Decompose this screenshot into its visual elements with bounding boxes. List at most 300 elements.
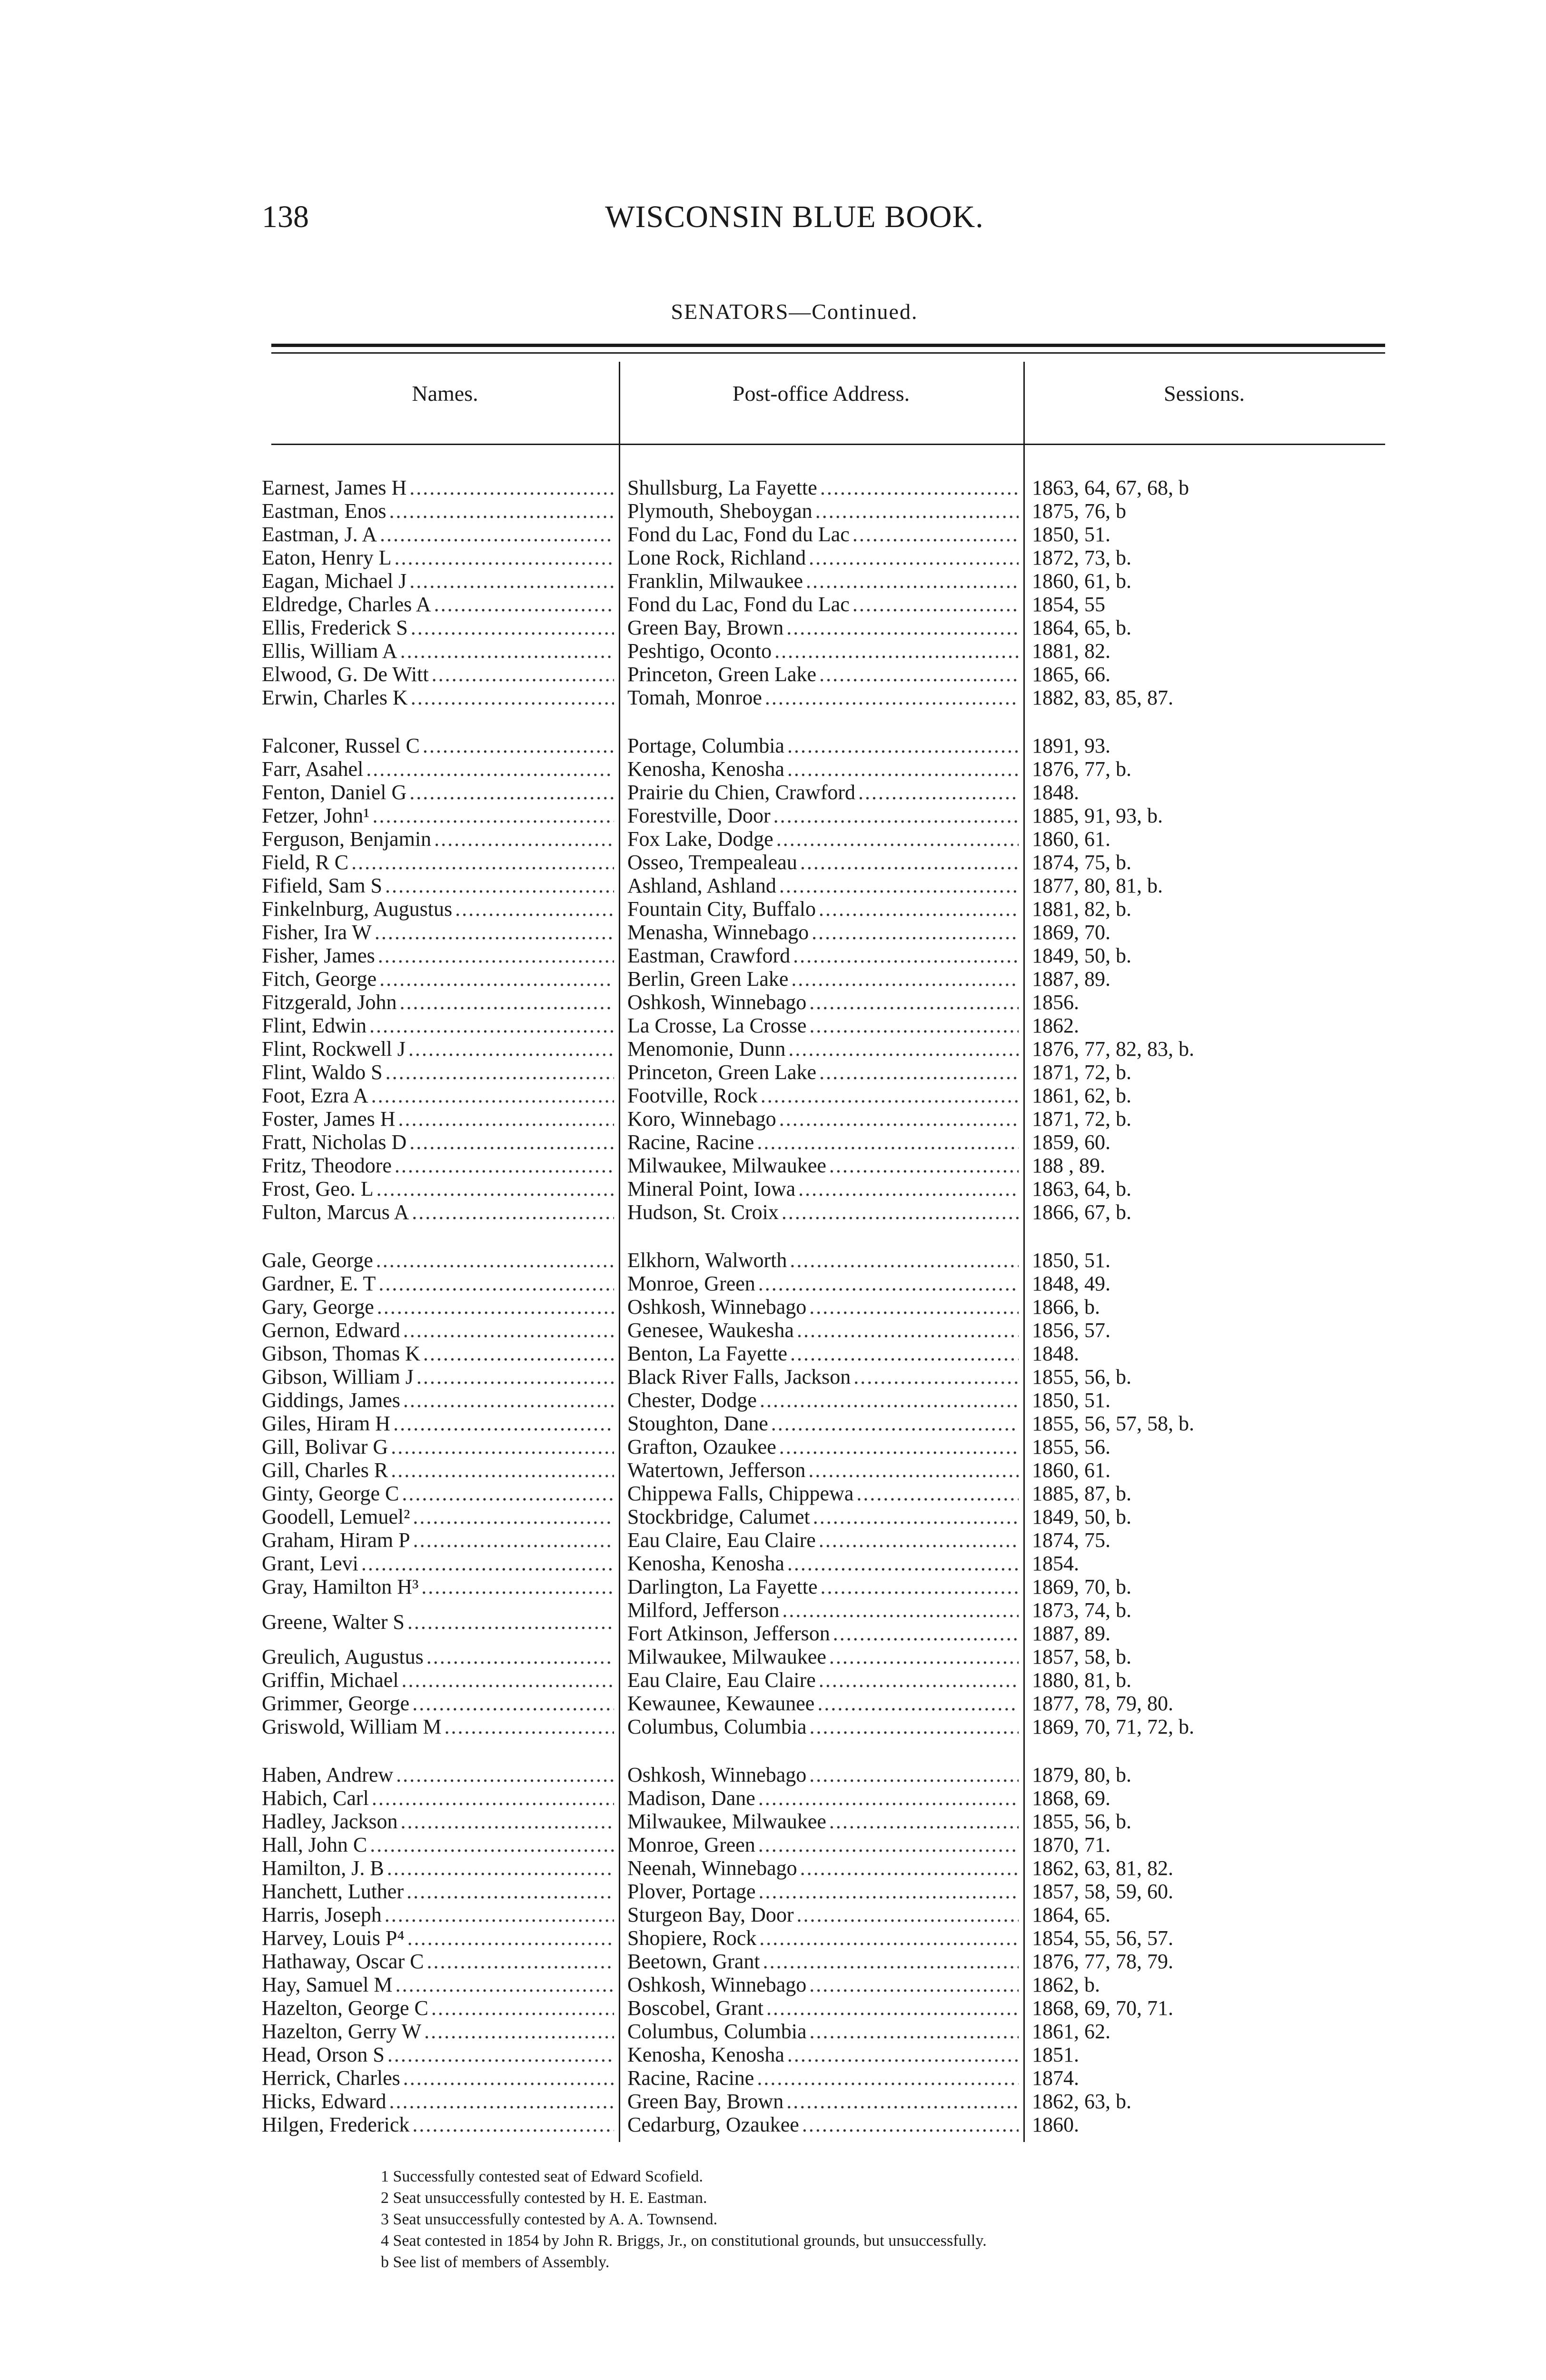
post-office-address [614, 1342, 1019, 1365]
senator-name-text: Giles, Hiram H [262, 1412, 391, 1435]
post-office-address [614, 851, 1019, 874]
post-office-address [614, 523, 1019, 546]
leader-dots [759, 1880, 1019, 1903]
post-office-address-text: Stockbridge, Calumet [627, 1505, 810, 1528]
post-office-address [614, 1435, 1019, 1458]
leader-dots [829, 1810, 1019, 1833]
sessions: 1881, 82, b. [1032, 897, 1131, 921]
leader-dots [389, 2090, 614, 2113]
leader-dots [813, 1505, 1019, 1528]
senator-name [262, 1856, 614, 1880]
senator-name-text: Gardner, E. T [262, 1272, 376, 1295]
post-office-address-text: Plymouth, Sheboygan [627, 499, 813, 523]
leader-dots [786, 2090, 1019, 2113]
post-office-address [614, 781, 1019, 804]
senator-name-text: Ginty, George C [262, 1482, 399, 1505]
post-office-address-text: Darlington, La Fayette [627, 1575, 818, 1598]
leader-dots [432, 663, 614, 686]
sessions: 1856, 57. [1032, 1319, 1110, 1342]
post-office-address [614, 1249, 1019, 1272]
senator-name-text: Eastman, J. A [262, 523, 377, 546]
post-office-address-text: Fort Atkinson, Jefferson [627, 1622, 830, 1645]
sessions: 1854, 55 [1032, 593, 1105, 616]
leader-dots [424, 2020, 614, 2043]
leader-dots [833, 1622, 1019, 1645]
senator-name-text: Hicks, Edward [262, 2090, 386, 2113]
leader-dots [375, 921, 614, 944]
post-office-address-text: Milwaukee, Milwaukee [627, 1645, 826, 1668]
senator-name [262, 2020, 614, 2043]
senator-name-text: Harvey, Louis P⁴ [262, 1926, 405, 1950]
senator-name [262, 827, 614, 851]
senator-name [262, 1295, 614, 1319]
senator-name-text: Gibson, William J [262, 1365, 414, 1388]
leader-dots [779, 1435, 1019, 1458]
sessions: 1871, 72, b. [1032, 1061, 1131, 1084]
senator-name [262, 686, 614, 709]
leader-dots [387, 1856, 614, 1880]
leader-dots [790, 1249, 1019, 1272]
leader-dots [407, 1610, 614, 1634]
footnote: 4 Seat contested in 1854 by John R. Briggs, Jr., on constitutional grounds, but unsuccessfully. [381, 2232, 987, 2250]
leader-dots [829, 1645, 1019, 1668]
leader-dots [771, 1412, 1019, 1435]
leader-dots [858, 781, 1019, 804]
post-office-address-text: Osseo, Trempealeau [627, 851, 797, 874]
leader-dots [377, 1177, 614, 1200]
post-office-address-text: Mineral Point, Iowa [627, 1177, 796, 1200]
leader-dots [758, 1786, 1019, 1810]
column-header-sessions: Sessions. [1164, 381, 1245, 406]
leader-dots [445, 1715, 614, 1738]
senator-name [262, 1084, 614, 1107]
senator-name-text: Eaton, Henry L [262, 546, 392, 569]
post-office-address [614, 546, 1019, 569]
table-row [262, 991, 1395, 1014]
table-row [262, 1833, 1395, 1856]
leader-dots [819, 1061, 1019, 1084]
table-row [262, 1458, 1395, 1482]
post-office-address-text: Kenosha, Kenosha [627, 2043, 784, 2066]
leader-dots [809, 1973, 1019, 1996]
post-office-address-text: Oshkosh, Winnebago [627, 991, 807, 1014]
senator-name-text: Gale, George [262, 1249, 373, 1272]
sessions [1019, 1598, 1395, 1645]
senator-name-text: Head, Orson S [262, 2043, 385, 2066]
footnote: b See list of members of Assembly. [381, 2253, 610, 2271]
post-office-address-text: Neenah, Winnebago [627, 1856, 797, 1880]
sessions: 1860, 61. [1032, 827, 1110, 851]
table-row [262, 827, 1395, 851]
senator-name-text: Ferguson, Benjamin [262, 827, 432, 851]
table-row [262, 1786, 1395, 1810]
post-office-address [614, 1763, 1019, 1786]
senator-name-text: Ellis, Frederick S [262, 616, 408, 639]
leader-dots [788, 1037, 1019, 1061]
leader-dots [423, 734, 614, 757]
leader-dots [412, 1692, 614, 1715]
senator-name-text: Fitch, George [262, 967, 377, 991]
sessions: 188 , 89. [1032, 1154, 1105, 1177]
table-row [262, 967, 1395, 991]
senator-name-text: Falconer, Russel C [262, 734, 420, 757]
leader-dots [829, 1154, 1019, 1177]
senator-name [262, 1342, 614, 1365]
senator-name [262, 1200, 614, 1224]
senator-name-text: Hazelton, George C [262, 1996, 428, 2020]
leader-dots [394, 546, 614, 569]
senator-name-text: Gernon, Edward [262, 1319, 400, 1342]
sessions: 1854, 55, 56, 57. [1032, 1926, 1173, 1950]
table-row [262, 499, 1395, 523]
post-office-address [614, 897, 1019, 921]
table-row [262, 874, 1395, 897]
leader-dots [776, 827, 1019, 851]
sessions: 1862, b. [1032, 1973, 1100, 1996]
post-office-address-text: Berlin, Green Lake [627, 967, 789, 991]
post-office-address [614, 1200, 1019, 1224]
senator-name [262, 781, 614, 804]
leader-dots [806, 569, 1019, 593]
leader-dots [782, 1598, 1019, 1622]
table-row [262, 1575, 1395, 1598]
post-office-address-text: La Crosse, La Crosse [627, 1014, 807, 1037]
senator-name [262, 1458, 614, 1482]
senator-name [262, 967, 614, 991]
post-office-address [614, 1880, 1019, 1903]
senator-name-text: Gray, Hamilton H³ [262, 1575, 419, 1598]
leader-dots [757, 1130, 1019, 1154]
post-office-address-text: Oshkosh, Winnebago [627, 1295, 807, 1319]
table-row [262, 944, 1395, 967]
post-office-address [614, 1482, 1019, 1505]
post-office-address-text: Milford, Jefferson [627, 1598, 780, 1622]
leader-dots [434, 593, 614, 616]
leader-dots [385, 874, 614, 897]
senator-name-text: Eastman, Enos [262, 499, 386, 523]
sessions: 1869, 70, b. [1032, 1575, 1131, 1598]
leader-dots [409, 569, 614, 593]
senator-name-text: Herrick, Charles [262, 2066, 400, 2090]
post-office-address [614, 1996, 1019, 2020]
post-office-address-text: Princeton, Green Lake [627, 1061, 817, 1084]
senator-name-text: Hanchett, Luther [262, 1880, 404, 1903]
post-office-address-text: Forestville, Door [627, 804, 771, 827]
senator-name-text: Grimmer, George [262, 1692, 410, 1715]
post-office-address [614, 1295, 1019, 1319]
post-office-address [614, 1810, 1019, 1833]
post-office-address [614, 1319, 1019, 1342]
senator-name-text: Harris, Joseph [262, 1903, 382, 1926]
senator-name-text: Fulton, Marcus A [262, 1200, 409, 1224]
sessions: 1876, 77, 82, 83, b. [1032, 1037, 1194, 1061]
leader-dots [787, 757, 1019, 781]
post-office-address-text: Madison, Dane [627, 1786, 755, 1810]
table-row [262, 1061, 1395, 1084]
post-office-address-text: Plover, Portage [627, 1880, 756, 1903]
leader-dots [402, 1482, 614, 1505]
post-office-address-text: Columbus, Columbia [627, 2020, 807, 2043]
senator-name [262, 1365, 614, 1388]
leader-dots [403, 1319, 614, 1342]
post-office-address-text: Racine, Racine [627, 1130, 754, 1154]
leader-dots [413, 1505, 614, 1528]
sessions: 1856. [1032, 991, 1079, 1014]
footnotes [381, 2166, 987, 2273]
senator-group [262, 476, 1395, 709]
sessions: 1874. [1032, 2066, 1079, 2090]
senator-name-text: Flint, Edwin [262, 1014, 367, 1037]
senator-name [262, 921, 614, 944]
senator-group [262, 734, 1395, 1224]
table-row [262, 1154, 1395, 1177]
senator-name [262, 1810, 614, 1833]
leader-dots [361, 1552, 614, 1575]
senator-name-text: Hamilton, J. B [262, 1856, 384, 1880]
leader-dots [760, 1388, 1019, 1412]
leader-dots [416, 1365, 614, 1388]
post-office-address-text: Shullsburg, La Fayette [627, 476, 817, 499]
post-office-address-text: Menomonie, Dunn [627, 1037, 786, 1061]
post-office-address-text: Eau Claire, Eau Claire [627, 1528, 816, 1552]
senator-name [262, 1505, 614, 1528]
post-office-address-text: Kewaunee, Kewaunee [627, 1692, 815, 1715]
post-office-address-text: Shopiere, Rock [627, 1926, 757, 1950]
senator-name [262, 1107, 614, 1130]
post-office-address [614, 1575, 1019, 1598]
senator-name-text: Foot, Ezra A [262, 1084, 368, 1107]
footnote: 1 Successfully contested seat of Edward Scofield. [381, 2168, 703, 2185]
senator-name [262, 1014, 614, 1037]
senator-name [262, 476, 614, 499]
sessions: 1861, 62, b. [1032, 1084, 1131, 1107]
post-office-address [614, 1903, 1019, 1926]
table-row [262, 1763, 1395, 1786]
sessions: 1870, 71. [1032, 1833, 1110, 1856]
sessions: 1874, 75, b. [1032, 851, 1131, 874]
senator-name [262, 1177, 614, 1200]
leader-dots [821, 1575, 1019, 1598]
senator-name [262, 523, 614, 546]
senator-name-text: Graham, Hiram P [262, 1528, 410, 1552]
senator-name [262, 1319, 614, 1342]
leader-dots [409, 476, 614, 499]
senator-name-text: Hadley, Jackson [262, 1810, 398, 1833]
sessions: 1864, 65, b. [1032, 616, 1131, 639]
post-office-address [614, 1786, 1019, 1810]
leader-dots [391, 1435, 614, 1458]
leader-dots [372, 1786, 614, 1810]
leader-dots [373, 804, 614, 827]
post-office-address [614, 1107, 1019, 1130]
senator-name-text: Foster, James H [262, 1107, 396, 1130]
senator-name [262, 2090, 614, 2113]
sessions: 1882, 83, 85, 87. [1032, 686, 1173, 709]
leader-dots [853, 1365, 1019, 1388]
table-row [262, 1715, 1395, 1738]
senators-table [262, 476, 1395, 2161]
sessions: 1855, 56, b. [1032, 1365, 1131, 1388]
senator-name-text: Griswold, William M [262, 1715, 442, 1738]
senator-name [262, 1973, 614, 1996]
sessions: 1866, 67, b. [1032, 1200, 1131, 1224]
post-office-address-text: Black River Falls, Jackson [627, 1365, 851, 1388]
table-row [262, 1107, 1395, 1130]
post-office-address-text: Tomah, Monroe [627, 686, 762, 709]
post-office-address [614, 1926, 1019, 1950]
table-row [262, 1528, 1395, 1552]
post-office-address-text: Boscobel, Grant [627, 1996, 763, 2020]
senator-name [262, 1786, 614, 1810]
post-office-address [614, 2066, 1019, 2090]
post-office-address [614, 2090, 1019, 2113]
table-row [262, 2113, 1395, 2136]
sessions: 1855, 56, b. [1032, 1810, 1131, 1833]
post-office-address [614, 1154, 1019, 1177]
senator-name [262, 1528, 614, 1552]
senator-name [262, 1645, 614, 1668]
section-title: SENATORS—Continued. [671, 299, 918, 324]
leader-dots [817, 1692, 1019, 1715]
post-office-address [614, 663, 1019, 686]
post-office-address-text: Racine, Racine [627, 2066, 754, 2090]
leader-dots [787, 734, 1019, 757]
senator-name-text: Greulich, Augustus [262, 1645, 424, 1668]
senator-name [262, 616, 614, 639]
leader-dots [765, 686, 1019, 709]
senator-name [262, 1435, 614, 1458]
leader-dots [396, 1763, 614, 1786]
leader-dots [819, 897, 1019, 921]
senator-name [262, 1272, 614, 1295]
top-rule-thin [271, 352, 1385, 354]
post-office-address-text: Genesee, Waukesha [627, 1319, 794, 1342]
sessions: 1877, 78, 79, 80. [1032, 1692, 1173, 1715]
post-office-address-text: Kenosha, Kenosha [627, 1552, 784, 1575]
table-row [262, 1505, 1395, 1528]
post-office-address [614, 1692, 1019, 1715]
leader-dots [815, 499, 1019, 523]
senator-name [262, 1903, 614, 1926]
post-office-address-text: Prairie du Chien, Crawford [627, 781, 855, 804]
post-office-address [614, 1668, 1019, 1692]
leader-dots [819, 1668, 1019, 1692]
leader-dots [426, 1950, 614, 1973]
senator-group [262, 1763, 1395, 2136]
leader-dots [412, 2113, 614, 2136]
post-office-address-text: Ashland, Ashland [627, 874, 776, 897]
post-office-address [614, 1973, 1019, 1996]
senator-name-text: Eldredge, Charles A [262, 593, 431, 616]
senator-name [262, 1482, 614, 1505]
leader-dots [366, 757, 614, 781]
senator-name [262, 1388, 614, 1412]
table-row [262, 1856, 1395, 1880]
table-row [262, 686, 1395, 709]
page-number: 138 [262, 199, 309, 234]
post-office-address-text: Oshkosh, Winnebago [627, 1973, 807, 1996]
table-row [262, 1412, 1395, 1435]
leader-dots [819, 1528, 1019, 1552]
senator-name-text: Gill, Charles R [262, 1458, 388, 1482]
senator-name-text: Hay, Samuel M [262, 1973, 393, 1996]
post-office-address [614, 944, 1019, 967]
column-header-post-office: Post-office Address. [732, 381, 910, 406]
leader-dots [351, 851, 614, 874]
sessions: 1848. [1032, 1342, 1079, 1365]
leader-dots [773, 804, 1019, 827]
post-office-address-text: Columbus, Columbia [627, 1715, 807, 1738]
leader-dots [371, 1084, 614, 1107]
post-office-address-text: Kenosha, Kenosha [627, 757, 784, 781]
post-office-address [614, 804, 1019, 827]
table-row [262, 1552, 1395, 1575]
leader-dots [426, 1645, 614, 1668]
leader-dots [455, 897, 614, 921]
leader-dots [380, 523, 614, 546]
post-office-address-text: Menasha, Winnebago [627, 921, 809, 944]
leader-dots [763, 1950, 1019, 1973]
post-office-address-text: Fox Lake, Dodge [627, 827, 773, 851]
post-office-address [614, 2020, 1019, 2043]
leader-dots [797, 1903, 1019, 1926]
leader-dots [808, 1458, 1019, 1482]
leader-dots [421, 1575, 614, 1598]
leader-dots [398, 1107, 614, 1130]
post-office-address-text: Eau Claire, Eau Claire [627, 1668, 816, 1692]
senator-name [262, 1412, 614, 1435]
post-office-address [614, 686, 1019, 709]
post-office-address [614, 1833, 1019, 1856]
leader-dots [395, 1154, 614, 1177]
post-office-address-text: Benton, La Fayette [627, 1342, 788, 1365]
senator-name [262, 1552, 614, 1575]
post-office-address [614, 476, 1019, 499]
sessions: 1862, 63, b. [1032, 2090, 1131, 2113]
table-row [262, 2020, 1395, 2043]
leader-dots [408, 1037, 614, 1061]
sessions: 1887, 89. [1032, 967, 1110, 991]
sessions: 1881, 82. [1032, 639, 1110, 663]
table-row [262, 616, 1395, 639]
senator-name [262, 757, 614, 781]
sessions: 1861, 62. [1032, 2020, 1110, 2043]
senator-name-text: Grant, Levi [262, 1552, 358, 1575]
senator-name-text: Hilgen, Frederick [262, 2113, 410, 2136]
table-row [262, 1880, 1395, 1903]
sessions: 1876, 77, b. [1032, 757, 1131, 781]
post-office-address [614, 1950, 1019, 1973]
leader-dots [800, 1856, 1019, 1880]
post-office-address-text: Green Bay, Brown [627, 616, 784, 639]
post-office-address [614, 1388, 1019, 1412]
table-row [262, 639, 1395, 663]
table-row [262, 1388, 1395, 1412]
senator-name [262, 1154, 614, 1177]
post-office-address [614, 569, 1019, 593]
leader-dots [378, 944, 614, 967]
leader-dots [396, 1973, 614, 1996]
table-row [262, 1319, 1395, 1342]
post-office-address [614, 874, 1019, 897]
leader-dots [782, 1200, 1019, 1224]
post-office-address [614, 593, 1019, 616]
sessions: 1857, 58, b. [1032, 1645, 1131, 1668]
post-office-address-text: Portage, Columbia [627, 734, 784, 757]
sessions: 1851. [1032, 2043, 1079, 2066]
leader-dots [401, 1810, 614, 1833]
senator-name-text: Hall, John C [262, 1833, 367, 1856]
